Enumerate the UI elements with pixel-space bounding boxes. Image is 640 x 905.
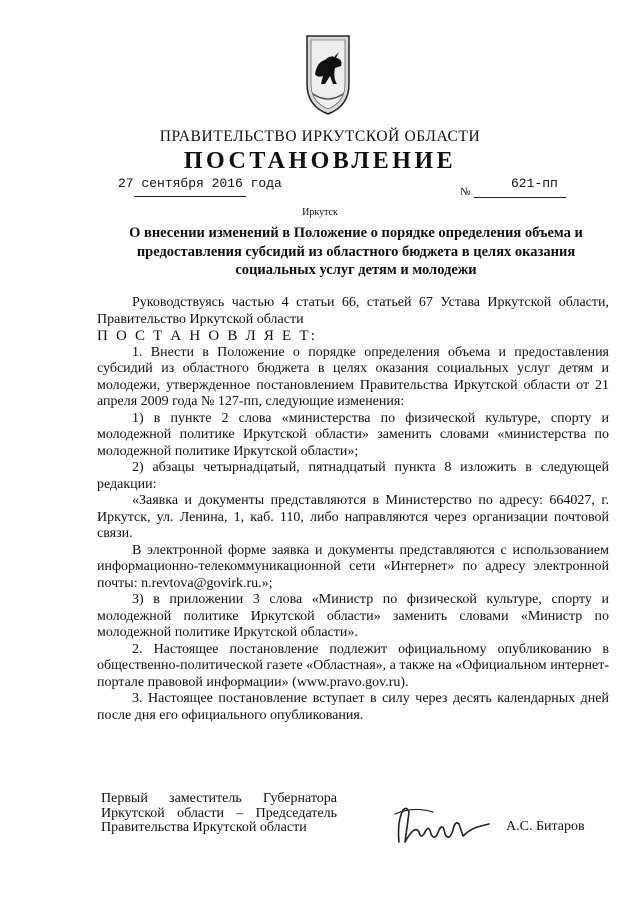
resolves-heading: П О С Т А Н О В Л Я Е Т: [97, 328, 318, 344]
paragraph-1-1: 1) в пункте 2 слова «министерства по физической культуре, спорту и молодежной политике Иркутской области» заменить словами «министерства по молодежной политике Иркутской области»; [97, 410, 609, 459]
quote-paragraph-2: В электронной форме заявка и документы представляются с использованием информационно-телекоммуникационной сети «Интернет» по адресу электронной почты: n.revtova@govirk.ru.»; [97, 542, 609, 591]
paragraph-1-3: 3) в приложении 3 слова «Министр по физической культуре, спорту и молодежной политике Иркутской области» заменить словами «Министр по молодежной политике Иркутской области». [97, 592, 609, 640]
handwritten-signature [393, 802, 493, 850]
number-sign: № [460, 186, 471, 198]
signatory-name: А.С. Битаров [506, 819, 585, 834]
document-title: О внесении изменений в Положение о порядке определения объема и предоставления субсидий из областного бюджета в целях оказания социальных услуг детям и молодежи [129, 225, 583, 278]
document-number: 621-пп [511, 176, 558, 191]
intro-paragraph: Руководствуясь частью 4 статьи 66, статьей 67 Устава Иркутской области, Правительство Иркутской области [97, 295, 609, 327]
coat-of-arms-icon [305, 34, 351, 116]
date-underline [134, 196, 246, 197]
quote-paragraph-1: «Заявка и документы представляются в Министерство по адресу: 664027, г. Иркутск, ул. Ленина, 1, каб. 110, либо направляются через организации почтовой связи. [97, 493, 609, 541]
signatory-title-line: Иркутской области – Председатель [101, 805, 337, 821]
document-date: 27 сентября 2016 года [118, 176, 282, 191]
signatory-title-line: Правительства Иркутской области [101, 820, 307, 835]
paragraph-1-2: 2) абзацы четырнадцатый, пятнадцатый пункта 8 изложить в следующей редакции: [97, 460, 609, 492]
paragraph-2: 2. Настоящее постановление подлежит официальному опубликованию в общественно-политической газете «Областная», а также на «Официальном интернет-портале правовой информации» (www.pravo.gov.ru). [97, 641, 609, 690]
number-underline [474, 197, 566, 198]
signatory-title [101, 792, 341, 836]
government-name: ПРАВИТЕЛЬСТВО ИРКУТСКОЙ ОБЛАСТИ [159, 128, 481, 145]
paragraph-3: 3. Настоящее постановление вступает в силу через десять календарных дней после дня его официального опубликования. [97, 691, 609, 723]
document-body [97, 295, 609, 724]
document-type: ПОСТАНОВЛЕНИЕ [183, 148, 457, 174]
signatory-title-line: Первый заместитель Губернатора [101, 791, 337, 806]
city: Иркутск [302, 207, 338, 218]
paragraph-1: 1. Внести в Положение о порядке определения объема и предоставления субсидий из областного бюджета в целях оказания социальных услуг детям и молодежи, утвержденное постановлением Правительства Иркутской области от 21 апреля 2009 года № 127-пп, следующие изменения: [97, 344, 609, 409]
